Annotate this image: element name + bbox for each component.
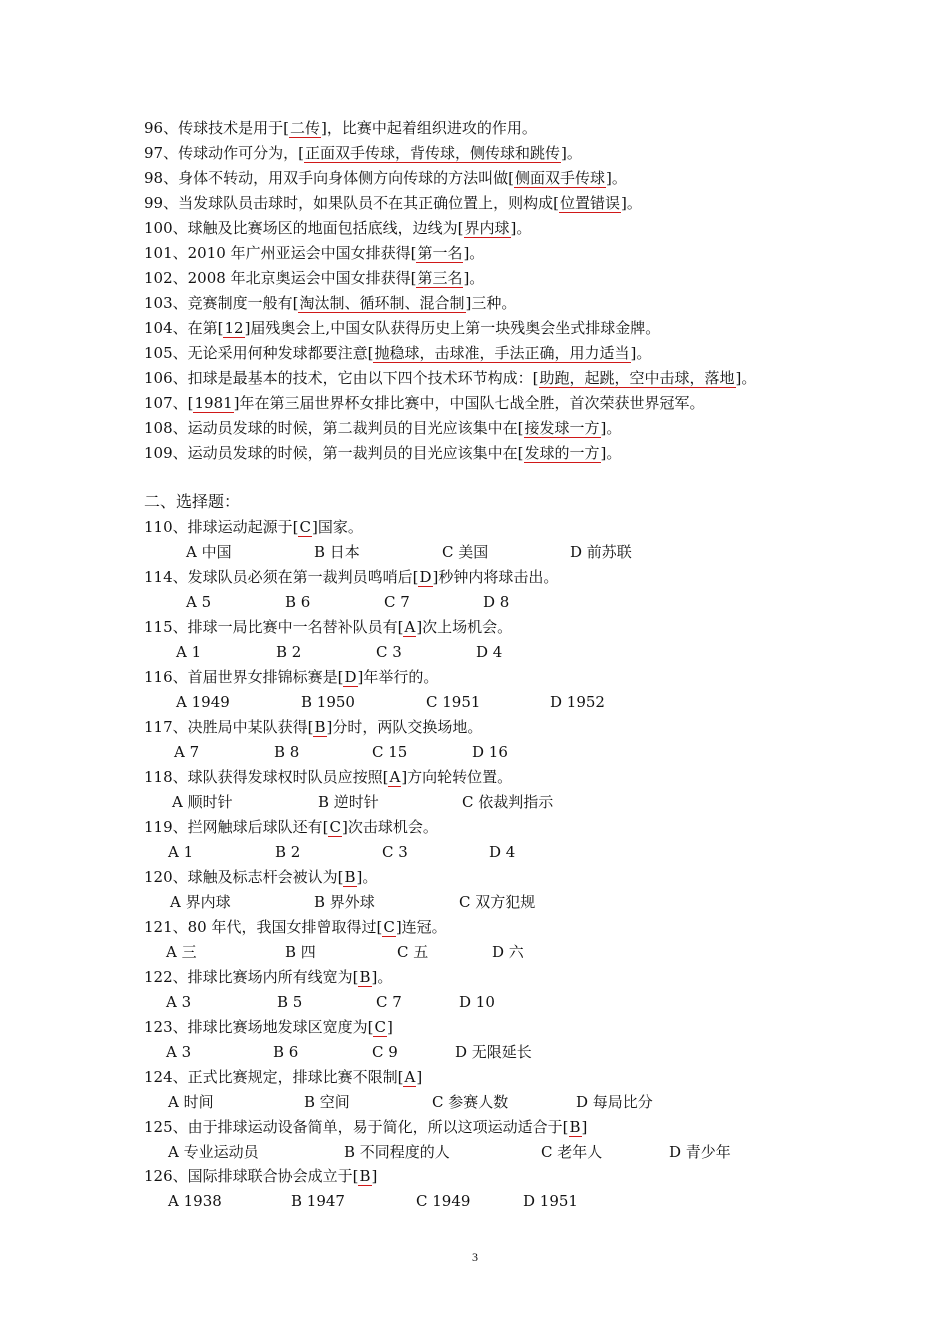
question-96: 96、传球技术是用于[二传]，比赛中起着组织进攻的作用。: [144, 119, 537, 137]
question-122: 122、排球比赛场内所有线宽为[B]。: [144, 968, 393, 986]
option-d: D 1952: [550, 693, 605, 711]
option-b: B 1950: [301, 693, 355, 711]
option-a: A 3: [166, 993, 192, 1011]
question-109: 109、运动员发球的时候，第一裁判员的目光应该集中在[发球的一方]。: [144, 444, 622, 462]
option-c: C 9: [372, 1043, 398, 1061]
option-c: C 老年人: [541, 1143, 603, 1161]
answer: 侧面双手传球: [514, 169, 605, 187]
answer: B: [359, 1167, 371, 1185]
answer: B: [359, 968, 371, 986]
option-a: A 3: [166, 1043, 192, 1061]
answer: 位置错误: [559, 194, 620, 212]
answer: A: [389, 768, 401, 786]
option-d: D 4: [489, 843, 516, 861]
answer: C: [299, 518, 311, 536]
option-a: A 1: [168, 843, 194, 861]
question-125: 125、由于排球运动设备简单，易于简化，所以这项运动适合于[B]: [144, 1118, 588, 1136]
option-d: D 1951: [523, 1192, 578, 1210]
option-a: A 顺时针: [172, 793, 233, 811]
answer: 助跑，起跳，空中击球，落地: [539, 369, 735, 387]
answer: A: [404, 618, 416, 636]
answer: B: [569, 1118, 581, 1136]
question-108: 108、运动员发球的时候，第二裁判员的目光应该集中在[接发球一方]。: [144, 419, 622, 437]
option-a: A 中国: [186, 543, 232, 561]
option-c: C 1949: [416, 1192, 471, 1210]
option-b: B 2: [276, 643, 302, 661]
answer: B: [344, 868, 356, 886]
option-d: D 8: [483, 593, 510, 611]
answer: D: [419, 568, 432, 586]
option-d: D 前苏联: [570, 543, 632, 561]
option-a: A 5: [186, 593, 212, 611]
option-a: A 时间: [168, 1093, 214, 1111]
answer: 界内球: [464, 219, 510, 237]
option-c: C 7: [376, 993, 402, 1011]
answer: C: [383, 918, 395, 936]
answer: D: [344, 668, 357, 686]
option-a: A 1: [176, 643, 202, 661]
option-a: A 1938: [168, 1192, 222, 1210]
question-105: 105、无论采用何种发球都要注意[抛稳球，击球准，手法正确，用力适当]。: [144, 344, 652, 362]
option-d: D 六: [492, 943, 524, 961]
option-c: C 3: [376, 643, 402, 661]
question-117: 117、决胜局中某队获得[B]分时，两队交换场地。: [144, 718, 483, 736]
question-106: 106、扣球是最基本的技术，它由以下四个技术环节构成：[助跑，起跳，空中击球，落地]。: [144, 369, 757, 387]
option-b: B 日本: [314, 543, 360, 561]
option-b: B 6: [285, 593, 311, 611]
option-b: B 不同程度的人: [344, 1143, 450, 1161]
option-c: C 1951: [426, 693, 481, 711]
answer: 12: [224, 319, 244, 337]
answer: 发球的一方: [524, 444, 600, 462]
question-120: 120、球触及标志杆会被认为[B]。: [144, 868, 378, 886]
option-b: B 逆时针: [318, 793, 379, 811]
question-99: 99、当发球队员击球时，如果队员不在其正确位置上，则构成[位置错误]。: [144, 194, 642, 212]
question-114: 114、发球队员必须在第一裁判员鸣哨后[D]秒钟内将球击出。: [144, 568, 559, 586]
answer: 抛稳球，击球准，手法正确，用力适当: [374, 344, 630, 362]
option-a: A 7: [174, 743, 200, 761]
option-a: A 三: [166, 943, 197, 961]
option-c: C 7: [384, 593, 410, 611]
question-115: 115、排球一局比赛中一名替补队员有[A]次上场机会。: [144, 618, 513, 636]
option-b: B 1947: [291, 1192, 345, 1210]
question-116: 116、首届世界女排锦标赛是[D]年举行的。: [144, 668, 439, 686]
option-d: D 每局比分: [576, 1093, 653, 1111]
answer: B: [314, 718, 326, 736]
option-c: C 依裁判指示: [462, 793, 554, 811]
option-c: C 美国: [442, 543, 489, 561]
answer: 二传: [289, 119, 320, 137]
option-b: B 界外球: [314, 893, 375, 911]
question-97: 97、传球动作可分为，[正面双手传球，背传球，侧传球和跳传]。: [144, 144, 582, 162]
option-d: D 青少年: [669, 1143, 731, 1161]
question-126: 126、国际排球联合协会成立于[B]: [144, 1167, 378, 1185]
option-d: D 4: [476, 643, 503, 661]
answer: C: [374, 1018, 386, 1036]
option-c: C 双方犯规: [459, 893, 536, 911]
answer: A: [404, 1068, 416, 1086]
question-98: 98、身体不转动，用双手向身体侧方向传球的方法叫做[侧面双手传球]。: [144, 169, 627, 187]
question-100: 100、球触及比赛场区的地面包括底线，边线为[界内球]。: [144, 219, 532, 237]
option-d: D 10: [459, 993, 495, 1011]
question-110: 110、排球运动起源于[C]国家。: [144, 518, 363, 536]
answer: 1981: [194, 394, 233, 412]
question-104: 104、在第[12]届残奥会上,中国女队获得历史上第一块残奥会坐式排球金牌。: [144, 319, 661, 337]
page-number: 3: [472, 1250, 478, 1264]
option-b: B 空间: [304, 1093, 350, 1111]
option-a: A 界内球: [170, 893, 231, 911]
question-118: 118、球队获得发球权时队员应按照[A]方向轮转位置。: [144, 768, 513, 786]
answer: 第三名: [417, 269, 463, 287]
section-title: 二、选择题：: [144, 492, 241, 511]
question-121: 121、80 年代，我国女排曾取得过[C]连冠。: [144, 918, 447, 936]
option-d: D 16: [472, 743, 508, 761]
option-b: B 5: [277, 993, 303, 1011]
option-c: C 五: [397, 943, 429, 961]
option-c: C 参赛人数: [432, 1093, 509, 1111]
option-c: C 3: [382, 843, 408, 861]
answer: 淘汰制、循环制、混合制: [299, 294, 465, 312]
answer: 第一名: [417, 244, 463, 262]
question-103: 103、竞赛制度一般有[淘汰制、循环制、混合制]三种。: [144, 294, 517, 312]
option-c: C 15: [372, 743, 408, 761]
answer: 接发球一方: [524, 419, 600, 437]
answer: C: [329, 818, 341, 836]
question-107: 107、[1981]年在第三届世界杯女排比赛中，中国队七战全胜，首次荣获世界冠军。: [144, 394, 705, 412]
option-b: B 8: [274, 743, 300, 761]
question-123: 123、排球比赛场地发球区宽度为[C]: [144, 1018, 393, 1036]
option-b: B 6: [273, 1043, 299, 1061]
option-a: A 1949: [176, 693, 230, 711]
option-b: B 四: [285, 943, 316, 961]
question-101: 101、2010 年广州亚运会中国女排获得[第一名]。: [144, 244, 485, 262]
option-d: D 无限延长: [455, 1043, 532, 1061]
answer: 正面双手传球，背传球，侧传球和跳传: [304, 144, 560, 162]
option-b: B 2: [275, 843, 301, 861]
question-119: 119、拦网触球后球队还有[C]次击球机会。: [144, 818, 438, 836]
question-124: 124、正式比赛规定，排球比赛不限制[A]: [144, 1068, 423, 1086]
question-102: 102、2008 年北京奥运会中国女排获得[第三名]。: [144, 269, 485, 287]
option-a: A 专业运动员: [168, 1143, 259, 1161]
